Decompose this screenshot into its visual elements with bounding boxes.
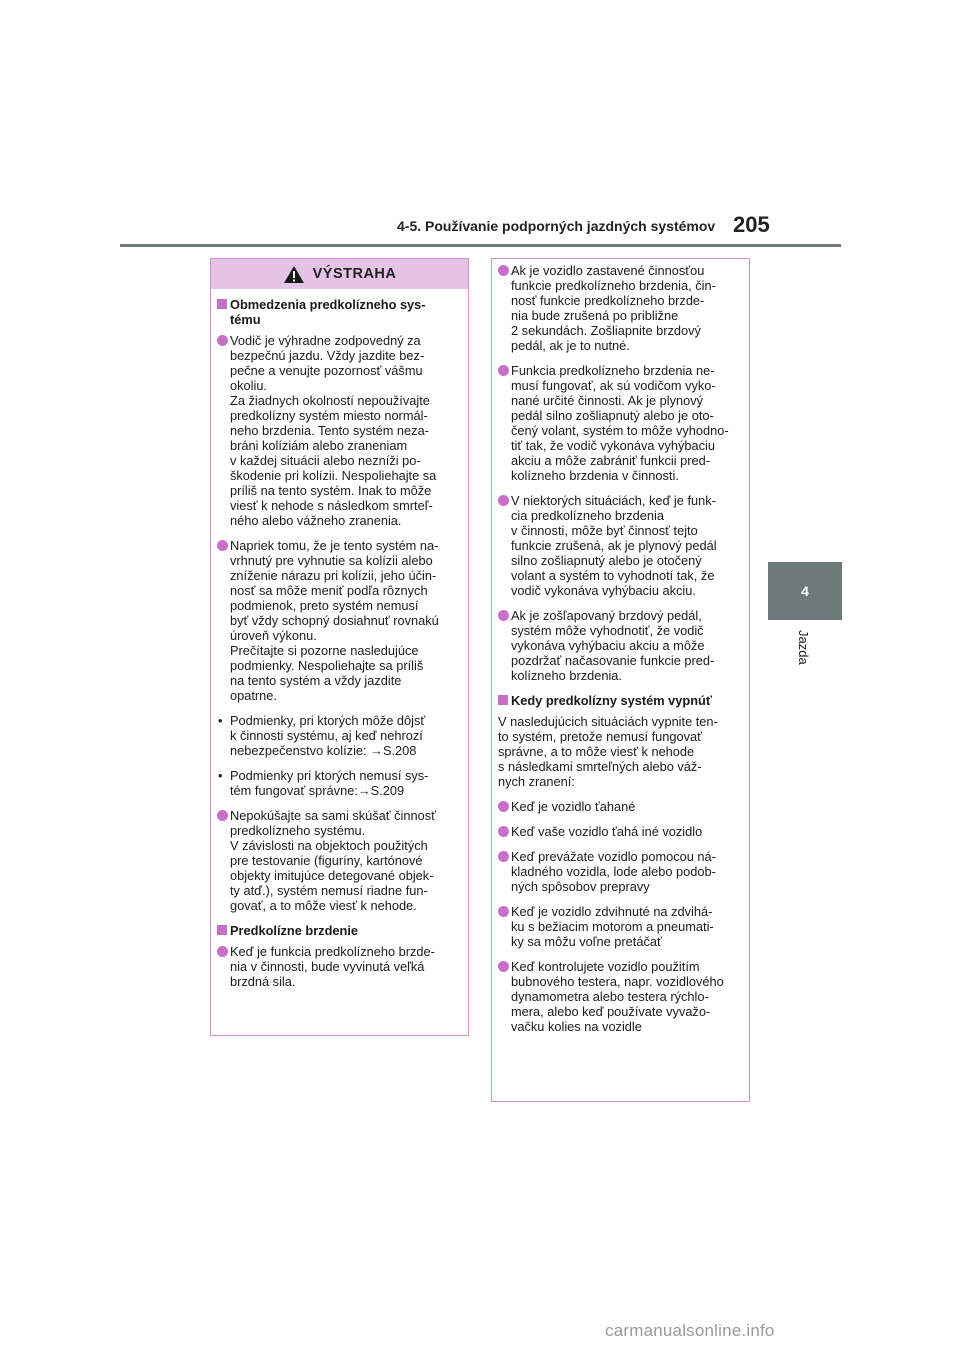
chapter-number: 4: [801, 583, 809, 599]
bullet-item: Vodič je výhradne zodpovedný za bezpečnú jazdu. Vždy jazdite bez- pečne a venujte pozornosť vášmu okoliu. Za žiadnych okolností nepoužívajte predkolízny systém miesto normál- neho brzdenia. Tento systém neza- bráni kolíziám alebo zraneniam v každej situácii alebo nezníži po- škodenie pri kolízii. Nespoliehajte sa príliš na tento systém. Inak to môže viesť k nehode s následkom smrteľ- ného alebo vážneho zranenia.: [217, 333, 462, 528]
bullet-item: Keď je funkcia predkolízneho brzde- nia v činnosti, bude vyvinutá veľká brzdná sila.: [217, 944, 462, 989]
bullet-item: V niektorých situáciách, keď je funk- cia predkolízneho brzdenia v činnosti, môže byť činnosť tejto funkcie zrušená, ak je plynový pedál silno zošliapnutý alebo je otočený volant a systém to vyhodnotí tak, že vodič vykonáva vyhýbaciu akciu.: [498, 493, 743, 598]
bullet-item: Keď kontrolujete vozidlo použitím bubnového testera, napr. vozidlového dynamometra alebo testera rýchlo- mera, alebo keď používate vyvažo- vačku kolies na vozidle: [498, 959, 743, 1034]
warning-header: [211, 259, 468, 289]
right-column-body: [498, 263, 743, 1034]
bullet-item: Ak je vozidlo zastavené činnosťou funkcie predkolízneho brzdenia, čin- nosť funkcie predkolízneho brzde- nia bude zrušená po približne 2 sekundách. Zošliapnite brzdový pedál, ak je to nutné.: [498, 263, 743, 353]
section-heading: Obmedzenia predkolízneho sys- tému: [217, 297, 462, 327]
chapter-tab[interactable]: [768, 562, 842, 620]
watermark: carmanualsonline.info: [605, 1321, 775, 1340]
sub-bullet-item: • Podmienky, pri ktorých môže dôjsť k činnosti systému, aj keď nehrozí nebezpečenstvo kolízie: →S.208: [217, 713, 462, 758]
bullet-item: Keď je vozidlo zdvihnuté na zdvihá- ku s bežiacim motorom a pneumati- ky sa môžu voľne pretáčať: [498, 904, 743, 949]
page-number: 205: [733, 212, 770, 237]
bullet-item: Keď prevážate vozidlo pomocou ná- kladného vozidla, lode alebo podob- ných spôsobov prepravy: [498, 849, 743, 894]
header-title: 4-5. Používanie podporných jazdných systémov: [397, 218, 716, 234]
bullet-item: Ak je zošľapovaný brzdový pedál, systém môže vyhodnotiť, že vodič vykonáva vyhýbaciu akciu a môže pozdržať načasovanie funkcie pred- kolízneho brzdenia.: [498, 608, 743, 683]
section-heading: Predkolízne brzdenie: [217, 923, 462, 938]
sub-bullet-item: • Podmienky pri ktorých nemusí sys- tém fungovať správne:→S.209: [217, 768, 462, 798]
bullet-item: Keď je vozidlo ťahané: [498, 799, 743, 814]
bullet-item: Napriek tomu, že je tento systém na- vrhnutý pre vyhnutie sa kolízii alebo zníženie nárazu pri kolízii, jeho účin- nosť sa môže meniť podľa rôznych podmienok, preto systém nemusí byť vždy schopný dosiahnuť rovnakú úroveň výkonu. Prečítajte si pozorne nasledujúce podmienky. Nespoliehajte sa príliš na tento systém a vždy jazdite opatrne.: [217, 538, 462, 703]
left-column-body: [217, 297, 462, 989]
chapter-label: Jazda: [796, 630, 811, 665]
warning-box: [210, 258, 469, 1036]
warning-title: VÝSTRAHA: [312, 266, 397, 282]
header-rule: [120, 244, 841, 247]
paragraph: V nasledujúcich situáciách vypnite ten- to systém, pretože nemusí fungovať správne, a to môže viesť k nehode s následkami smrteľných alebo váž- nych zranení:: [498, 714, 718, 789]
right-column: [491, 258, 750, 1102]
bullet-item: Keď vaše vozidlo ťahá iné vozidlo: [498, 824, 743, 839]
bullet-item: Funkcia predkolízneho brzdenia ne- musí fungovať, ak sú vodičom vyko- nané určité činnosti. Ak je plynový pedál silno zošliapnutý alebo je oto- čený volant, systém to môže vyhodno- tiť tak, že vodič vykonáva vyhýbaciu akciu a môže zabrániť funkcii pred- kolízneho brzdenia v činnosti.: [498, 363, 743, 483]
section-heading: Kedy predkolízny systém vypnúť: [498, 693, 743, 708]
bullet-item: Nepokúšajte sa sami skúšať činnosť predkolízneho systému. V závislosti na objektoch použitých pre testovanie (figuríny, kartónové objekty imitujúce detegované objek- ty atď.), systém nemusí riadne fun- govať, a to môže viesť k nehode.: [217, 808, 462, 913]
warning-triangle-icon: [283, 265, 305, 284]
